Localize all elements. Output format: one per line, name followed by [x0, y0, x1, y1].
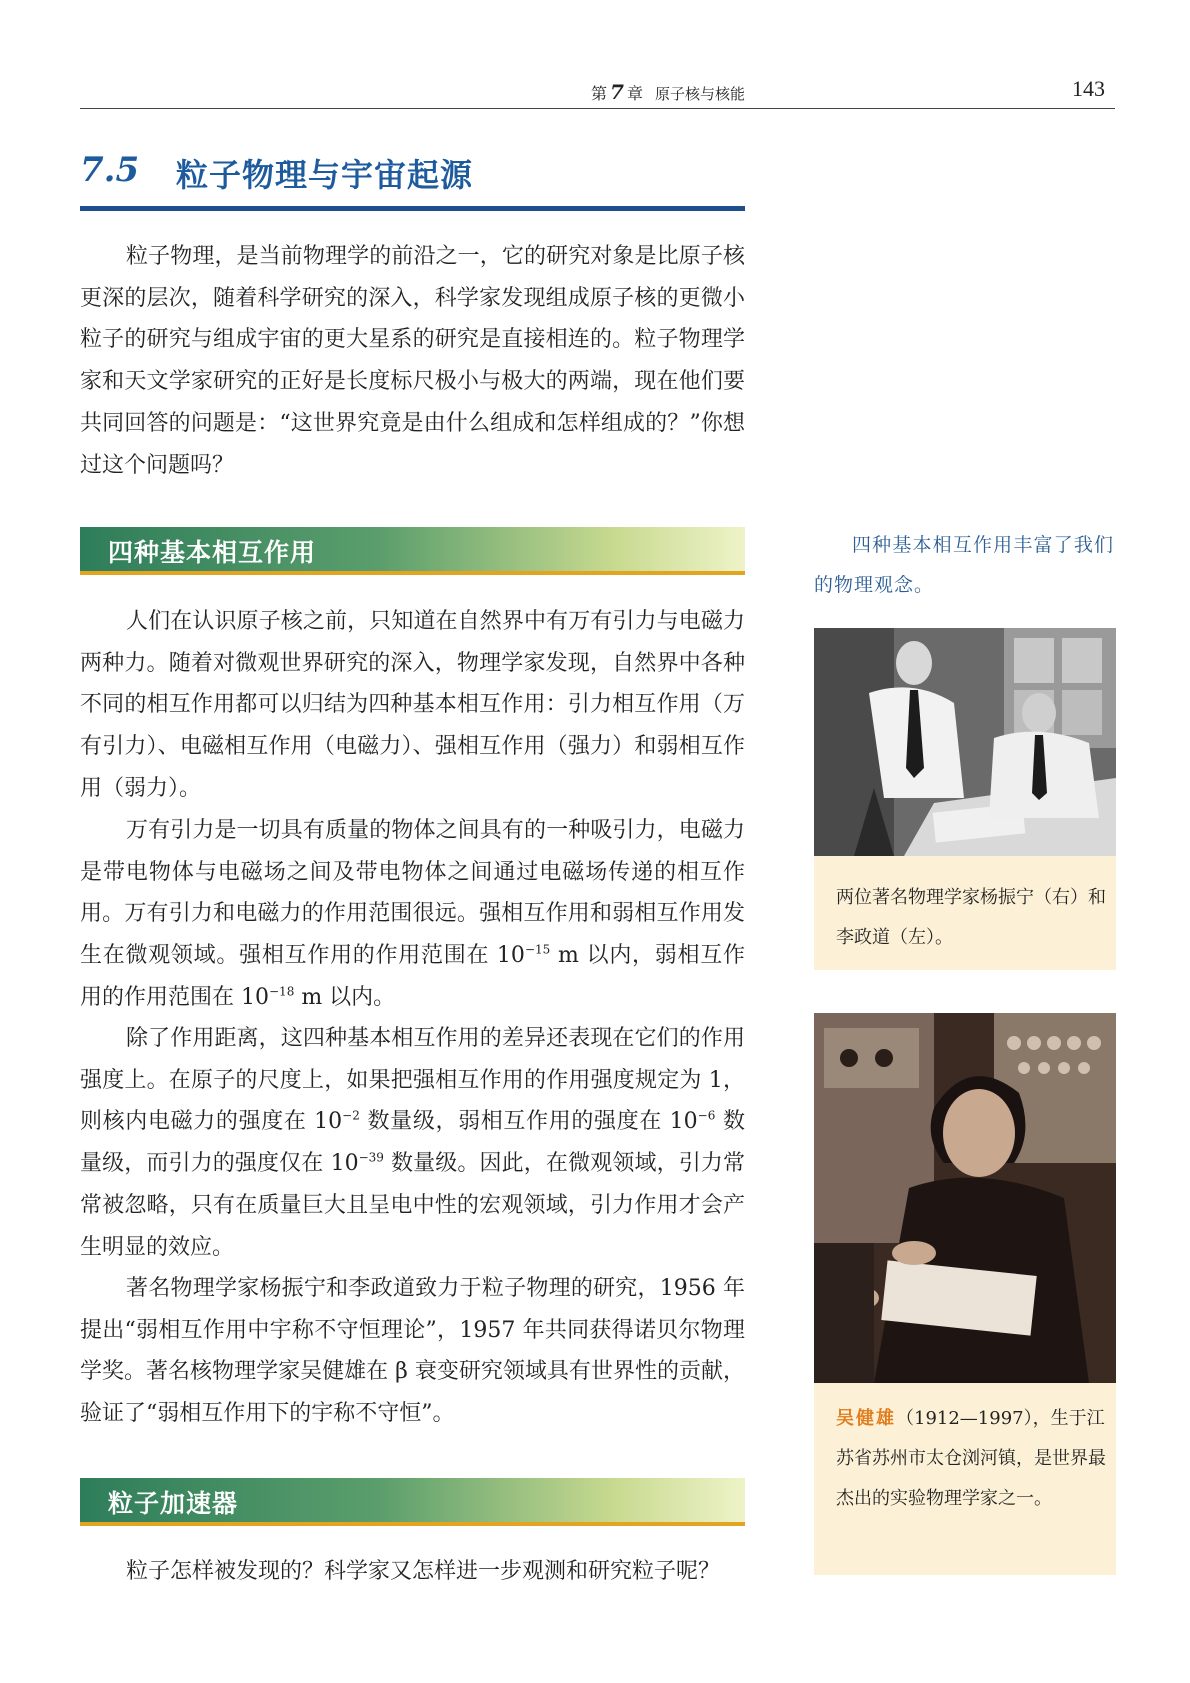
section-title: 粒子物理与宇宙起源 — [176, 156, 474, 194]
caption-wu-text: （1912—1997），生于江苏省苏州市太仓浏河镇，是世界最杰出的实验物理学家之一。 — [836, 1408, 1106, 1509]
chapter-suffix: 章 — [626, 84, 643, 103]
caption-box-wu — [814, 1383, 1116, 1575]
text-run: 万有引力是一切具有质量的物体之间具有的一种吸引力，电磁力是带电物体与电磁场之间及带电物体之间通过电磁场传递的相互作用。万有引力和电磁力的作用范围很远。强相互作用和弱相互作用发生在微观领域。强相互作用的作用范围在 10 — [80, 818, 745, 969]
exponent: −18 — [269, 984, 295, 999]
photo-yang-lee — [814, 628, 1116, 856]
text-run: m 以内，弱相互作用的作用范围在 10 — [80, 943, 745, 1010]
chapter-prefix: 第 — [591, 84, 608, 103]
photo-wu-chien-shiung — [814, 1013, 1116, 1383]
exponent: −6 — [697, 1109, 716, 1124]
exponent: −39 — [358, 1150, 384, 1165]
subsection-heading-interactions — [80, 527, 745, 575]
chapter-label — [591, 80, 745, 104]
text-run: 数量级，弱相互作用的强度在 10 — [359, 1109, 698, 1135]
subsection-title: 四种基本相互作用 — [108, 538, 317, 567]
subsection-heading-accelerator — [80, 1478, 745, 1526]
subsection-title: 粒子加速器 — [108, 1489, 239, 1518]
page-number: 143 — [1072, 76, 1105, 101]
exponent: −15 — [524, 942, 551, 957]
text-run: 除了作用距离，这四种基本相互作用的差异还表现在它们的作用强度上。在原子的尺度上，如果把强相互作用的作用强度规定为 1，则核内电磁力的强度在 10 — [80, 1026, 745, 1135]
running-header — [80, 78, 1115, 109]
caption-box-yang-lee — [814, 856, 1116, 970]
paragraph-force-strengths — [80, 1018, 745, 1268]
text-run: 数量级。因此，在微观领域，引力常常被忽略，只有在质量巨大且呈电中性的宏观领域，引力作用才会产生明显的效应。 — [80, 1151, 745, 1260]
chapter-title: 原子核与核能 — [654, 85, 745, 103]
paragraph-forces-intro: 人们在认识原子核之前，只知道在自然界中有万有引力与电磁力两种力。随着对微观世界研究的深入，物理学家发现，自然界中各种不同的相互作用都可以归结为四种基本相互作用：引力相互作用（万有引力）、电磁相互作用（电磁力）、强相互作用（强力）和弱相互作用（弱力）。 — [80, 609, 745, 801]
exponent: −2 — [342, 1109, 360, 1124]
paragraph-force-ranges — [80, 810, 745, 1019]
text-run: m 以内。 — [294, 984, 396, 1010]
section-heading — [80, 146, 745, 211]
chapter-number: 7 — [610, 80, 624, 104]
margin-note: 四种基本相互作用丰富了我们的物理观念。 — [814, 534, 1114, 596]
photo-wu-chien-shiung-drawing — [814, 1013, 1116, 1383]
caption-wu — [836, 1399, 1108, 1519]
paragraph-parity: 著名物理学家杨振宁和李政道致力于粒子物理的研究，1956 年提出“弱相互作用中宇称不守恒理论”，1957 年共同获得诺贝尔物理学奖。著名核物理学家吴健雄在 β 衰变研究领域具有世界性的贡献，验证了“弱相互作用下的宇称不守恒”。 — [80, 1276, 745, 1427]
photo-yang-lee-drawing — [814, 628, 1116, 856]
caption-wu-name: 吴健雄 — [836, 1408, 896, 1429]
section-number: 7.5 — [80, 150, 140, 190]
intro-paragraph: 粒子物理，是当前物理学的前沿之一，它的研究对象是比原子核更深的层次，随着科学研究的深入，科学家发现组成原子核的更微小粒子的研究与组成宇宙的更大星系的研究是直接相连的。粒子物理学家和天文学家研究的正好是长度标尺极小与极大的两端，现在他们要共同回答的问题是：“这世界究竟是由什么组成和怎样组成的？”你想过这个问题吗？ — [80, 244, 745, 478]
text-run: 数量级，而引力的强度仅在 10 — [80, 1109, 745, 1177]
paragraph-accelerator: 粒子怎样被发现的？科学家又怎样进一步观测和研究粒子呢？ — [126, 1559, 721, 1584]
caption-yang-lee: 两位著名物理学家杨振宁（右）和李政道（左）。 — [836, 887, 1106, 948]
